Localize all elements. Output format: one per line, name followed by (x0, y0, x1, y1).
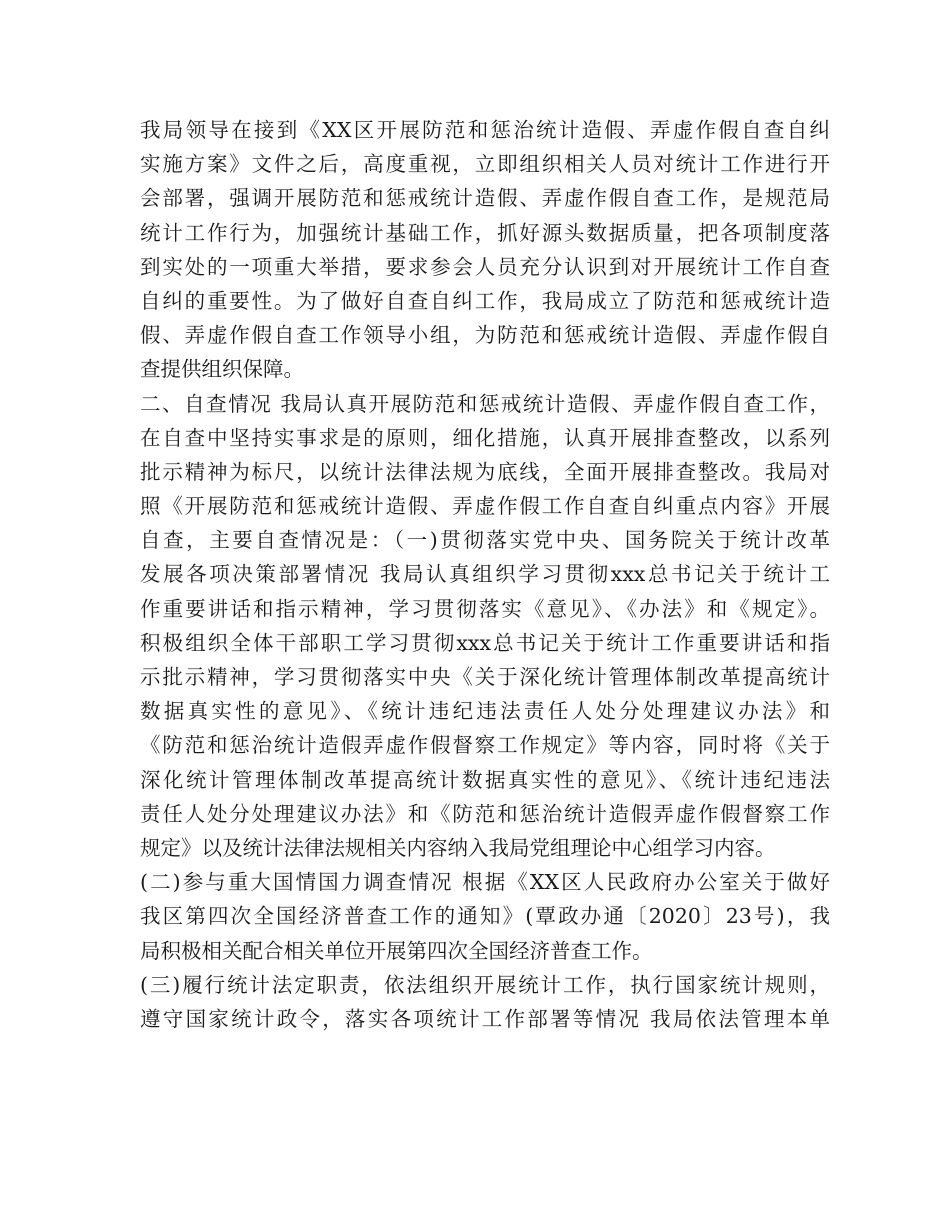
text-line: 照《开展防范和惩戒统计造假、弄虚作假工作自查自纠重点内容》开展 (140, 494, 830, 519)
text-line: 示批示精神，学习贯彻落实中央《关于深化统计管理体制改革提高统计 (140, 665, 830, 689)
text-line: 数据真实性的意见》、《统计违纪违法责任人处分处理建议办法》和 (140, 699, 830, 724)
subsection-heading-line: (三)履行统计法定职责，依法组织开展统计工作，执行国家统计规则， (140, 972, 830, 997)
text-line: 责任人处分处理建议办法》和《防范和惩治统计造假弄虚作假督察工作 (140, 801, 830, 826)
text-line: 作重要讲话和指示精神，学习贯彻落实《意见》、《办法》和《规定》。 (140, 596, 830, 621)
text-line: 统计工作行为，加强统计基础工作，抓好源头数据质量，把各项制度落 (140, 220, 830, 245)
subsection-heading-line: (二)参与重大国情国力调查情况 根据《XX区人民政府办公室关于做好 (140, 870, 830, 895)
text-line: 积极组织全体干部职工学习贯彻xxx总书记关于统计工作重要讲话和指 (140, 630, 830, 655)
text-line: 《防范和惩治统计造假弄虚作假督察工作规定》等内容，同时将《关于 (140, 733, 830, 758)
body-text (140, 113, 830, 1036)
text-line: 遵守国家统计政令，落实各项统计工作部署等情况 我局依法管理本单 (140, 1006, 830, 1031)
text-line: 在自查中坚持实事求是的原则，细化措施，认真开展排查整改，以系列 (140, 425, 830, 450)
text-line: 自查，主要自查情况是：（一)贯彻落实党中央、国务院关于统计改革 (140, 528, 830, 553)
text-line: 批示精神为标尺，以统计法律法规为底线，全面开展排查整改。我局对 (140, 459, 830, 484)
text-line: 局积极相关配合相关单位开展第四次全国经济普查工作。 (140, 938, 653, 963)
text-line: 深化统计管理体制改革提高统计数据真实性的意见》、《统计违纪违法 (140, 767, 830, 792)
text-line: 我区第四次全国经济普查工作的通知》(覃政办通〔2020〕23号)，我 (140, 904, 830, 929)
text-line: 假、弄虚作假自查工作领导小组，为防范和惩戒统计造假、弄虚作假自 (140, 323, 830, 348)
text-line: 查提供组织保障。 (140, 357, 304, 382)
text-line: 我局领导在接到《XX区开展防范和惩治统计造假、弄虚作假自查自纠 (140, 118, 830, 142)
text-line: 会部署，强调开展防范和惩戒统计造假、弄虚作假自查工作，是规范局 (140, 186, 830, 211)
section-heading-line: 二、自查情况 我局认真开展防范和惩戒统计造假、弄虚作假自查工作， (140, 391, 830, 416)
text-line: 自纠的重要性。为了做好自查自纠工作，我局成立了防范和惩戒统计造 (140, 288, 830, 313)
text-line: 实施方案》文件之后，高度重视，立即组织相关人员对统计工作进行开 (140, 152, 830, 177)
text-line: 发展各项决策部署情况 我局认真组织学习贯彻xxx总书记关于统计工 (140, 562, 830, 587)
text-line: 规定》以及统计法律法规相关内容纳入我局党组理论中心组学习内容。 (140, 835, 776, 860)
text-line: 到实处的一项重大举措，要求参会人员充分认识到对开展统计工作自查 (140, 254, 830, 279)
